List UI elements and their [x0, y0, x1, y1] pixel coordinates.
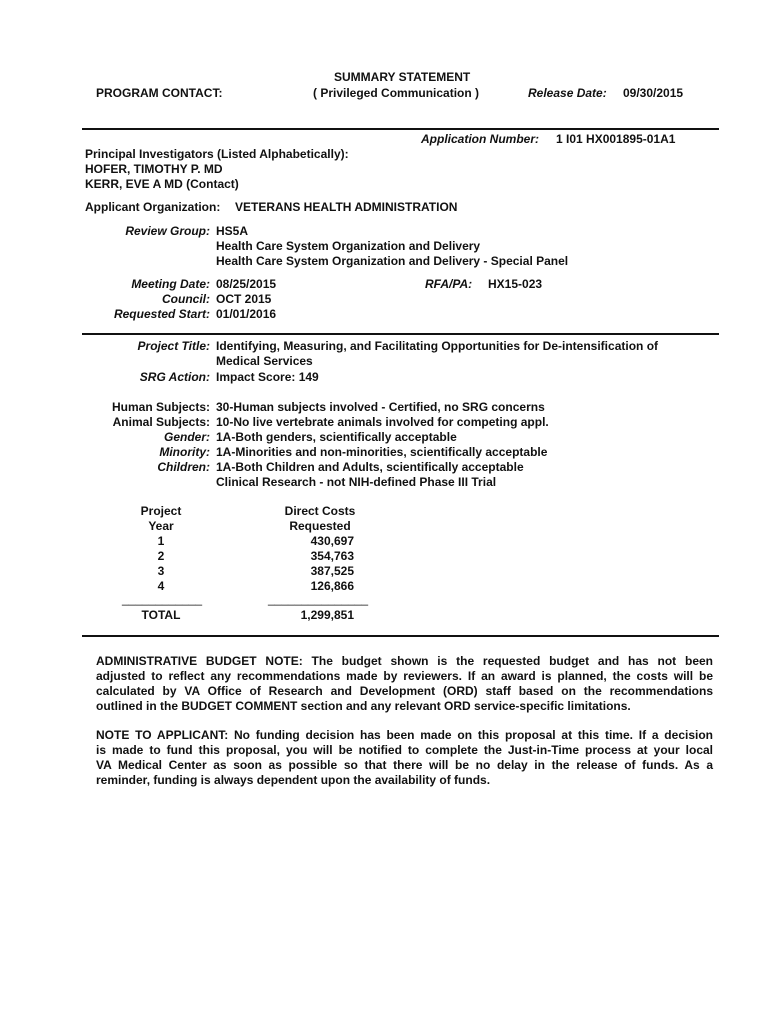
rfa-value: HX15-023: [488, 277, 543, 291]
budget-cost-cell: 354,763: [310, 549, 354, 563]
investigators-heading: Principal Investigators (Listed Alphabetically):: [85, 147, 349, 161]
total-value: 1,299,851: [300, 608, 354, 622]
year-underline: ____________: [122, 592, 203, 606]
review-group-line: Health Care System Organization and Delivery: [216, 239, 481, 253]
budget-cost-cell: 126,866: [310, 579, 354, 593]
note-to-applicant: [96, 728, 713, 788]
budget-cost-cell: 387,525: [310, 564, 354, 578]
organization-label: Applicant Organization:: [85, 200, 221, 214]
meeting-date-value: 08/25/2015: [216, 277, 277, 291]
note-line: ADMINISTRATIVE BUDGET NOTE: The budget shown is the requested budget and has not been: [96, 654, 713, 668]
meeting-date-label: Meeting Date:: [131, 277, 210, 291]
administrative-budget-note: [96, 654, 713, 714]
document-title: SUMMARY STATEMENT: [334, 70, 471, 84]
children-label: Children:: [157, 460, 210, 474]
animal-subjects-value: 10-No live vertebrate animals involved for competing appl.: [216, 415, 549, 429]
investigator-name: HOFER, TIMOTHY P. MD: [85, 162, 223, 176]
application-number-label: Application Number:: [421, 132, 540, 146]
budget-year-cell: 4: [157, 579, 165, 593]
note-line: reminder, funding is always dependent upon the availability of funds.: [96, 773, 491, 787]
review-group-line: Health Care System Organization and Delivery - Special Panel: [216, 254, 569, 268]
rfa-label: RFA/PA:: [425, 277, 473, 291]
note-line: calculated by VA Office of Research and Development (ORD) staff based on the recommendations: [96, 684, 713, 698]
note-line: is made to fund this proposal, you will be notified to complete the Just-in-Time process at your local: [96, 743, 713, 757]
cost-column-header: Direct Costs: [284, 504, 356, 518]
gender-value: 1A-Both genders, scientifically acceptable: [216, 430, 457, 444]
note-line: outlined in the BUDGET COMMENT section and any relevant ORD service-specific limitations.: [96, 699, 631, 713]
cost-column-header: Requested: [289, 519, 351, 533]
review-group-label: Review Group:: [125, 224, 210, 238]
document-subtitle: ( Privileged Communication ): [313, 86, 480, 100]
srg-action-label: SRG Action:: [139, 370, 210, 384]
minority-label: Minority:: [159, 445, 210, 459]
children-value: 1A-Both Children and Adults, scientifically acceptable: [216, 460, 524, 474]
year-column-header: Project: [140, 504, 182, 518]
budget-year-cell: 1: [157, 534, 165, 548]
program-contact-label: PROGRAM CONTACT:: [96, 86, 223, 100]
note-line: NOTE TO APPLICANT: No funding decision has been made on this proposal at this time. If a decision: [96, 728, 713, 742]
human-subjects-value: 30-Human subjects involved - Certified, no SRG concerns: [216, 400, 545, 414]
requested-start-value: 01/01/2016: [216, 307, 277, 321]
budget-year-cell: 2: [157, 549, 165, 563]
section-divider: [82, 635, 719, 637]
cost-underline: _______________: [268, 592, 369, 606]
council-value: OCT 2015: [216, 292, 272, 306]
budget-year-cell: 3: [157, 564, 165, 578]
note-line: VA Medical Center as soon as possible so that there will be no delay in the release of funds. As a: [96, 758, 713, 772]
release-date-value: 09/30/2015: [623, 86, 684, 100]
header-divider: [82, 128, 719, 130]
gender-label: Gender:: [163, 430, 210, 444]
project-title-label: Project Title:: [137, 339, 210, 353]
organization-value: VETERANS HEALTH ADMINISTRATION: [235, 200, 458, 214]
application-number-value: 1 I01 HX001895-01A1: [556, 132, 676, 146]
council-label: Council:: [162, 292, 210, 306]
review-group-line: HS5A: [216, 224, 249, 238]
project-title-line: Medical Services: [216, 354, 313, 368]
clinical-research-note: Clinical Research - not NIH-defined Phase III Trial: [216, 475, 497, 489]
budget-cost-cell: 430,697: [310, 534, 354, 548]
requested-start-label: Requested Start:: [113, 307, 210, 321]
srg-action-value: Impact Score: 149: [216, 370, 319, 384]
note-line: adjusted to reflect any recommendations made by reviewers. If an award is planned, the costs will be: [96, 669, 713, 683]
total-label: TOTAL: [141, 608, 181, 622]
human-subjects-label: Human Subjects:: [111, 400, 210, 414]
release-date-label: Release Date:: [528, 86, 607, 100]
minority-value: 1A-Minorities and non-minorities, scientifically acceptable: [216, 445, 548, 459]
section-divider: [82, 333, 719, 335]
project-title-line: Identifying, Measuring, and Facilitating Opportunities for De-intensification of: [216, 339, 659, 353]
animal-subjects-label: Animal Subjects:: [112, 415, 210, 429]
investigator-name: KERR, EVE A MD (Contact): [85, 177, 239, 191]
year-column-header: Year: [148, 519, 174, 533]
